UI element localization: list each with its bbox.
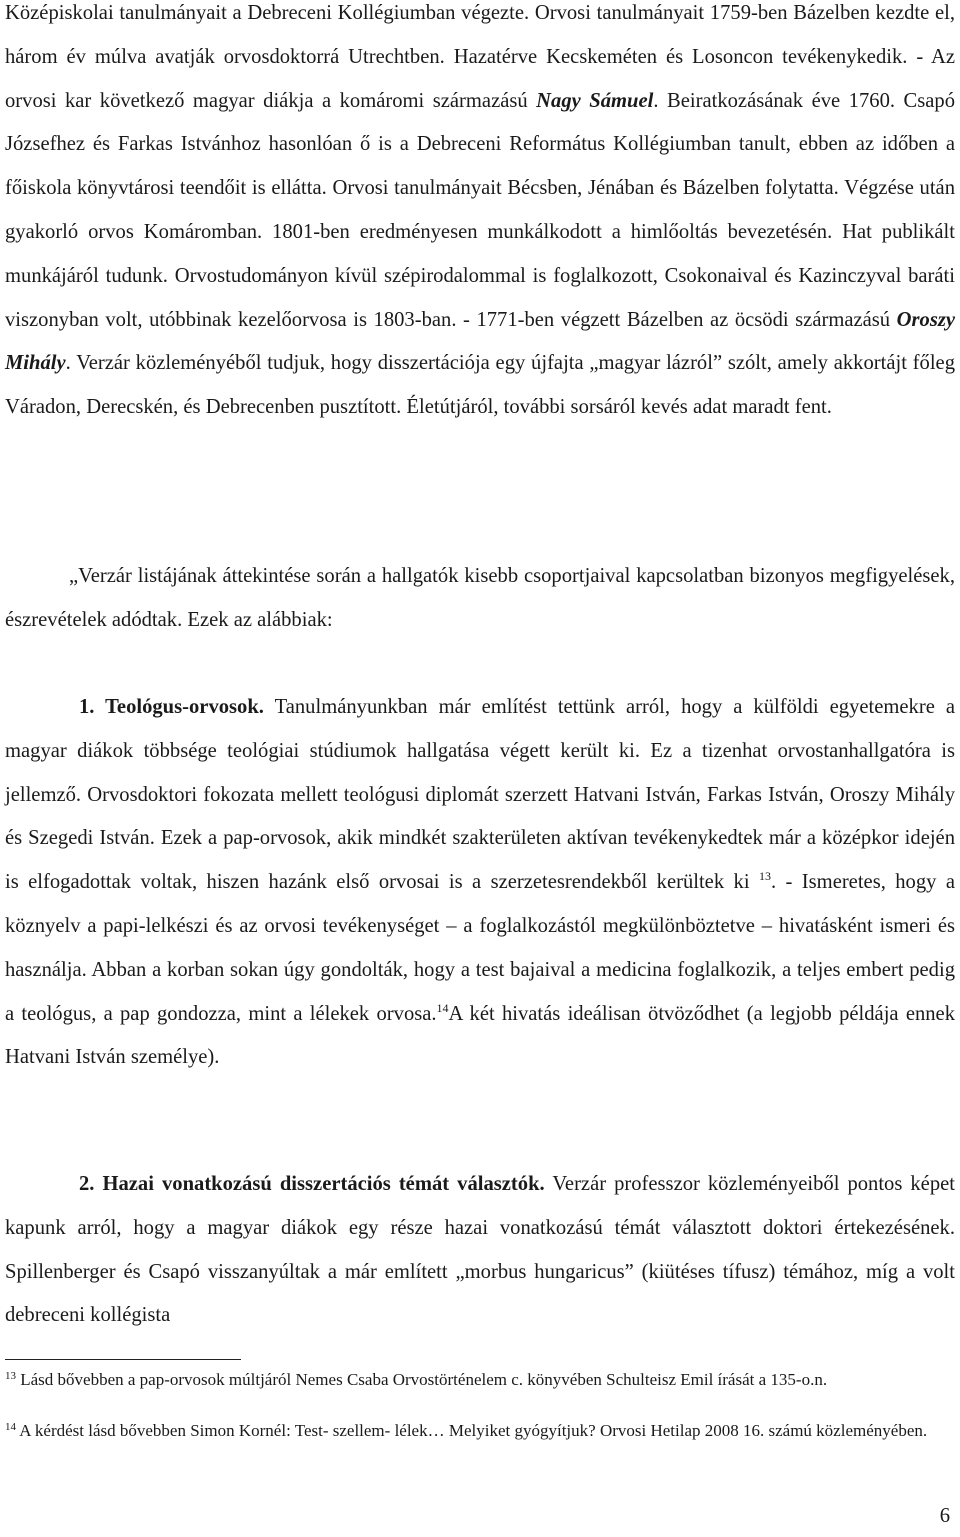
footnote-separator xyxy=(5,1359,241,1360)
footnote-number: 14 xyxy=(5,1421,16,1433)
footnote-14 xyxy=(5,1417,955,1444)
page-number: 6 xyxy=(939,1505,950,1527)
paragraph-domestic-dissertations xyxy=(5,1163,955,1338)
paragraph-text: A két hivatás ideálisan ötvöződhet (a legjobb példája ennek Hatvani István személye). xyxy=(5,1002,955,1069)
footnote-13 xyxy=(5,1366,955,1393)
paragraph-students-biographies xyxy=(5,0,955,430)
footnote-ref-13[interactable]: 13 xyxy=(758,869,771,884)
footnote-ref-14[interactable]: 14 xyxy=(436,1000,449,1015)
section-heading-1: 1. Teológus-orvosok. xyxy=(79,696,264,718)
paragraph-text: . - Ismeretes, hogy a köznyelv a papi-lelkészi és az orvosi tevékenységet – a foglalkozástól megkülönböztetve – hivatásként ismeri és használja. Abban a korban sokan úgy gondolták, hogy a test bajaival a medicina foglalkozik, a teljes embert pedig a teológus, a pap gondozza, mint a lélekek orvosa. xyxy=(5,871,956,1025)
footnote-text: Lásd bővebben a pap-orvosok múltjáról Nemes Csaba Orvostörténelem c. könyvében Schulteisz Emil írását a 135-o.n. xyxy=(16,1370,828,1389)
paragraph-text: Tanulmányunkban már említést tettünk arról, hogy a külföldi egyetemekre a magyar diákok többsége teológiai stúdiumok hallgatása végett került ki. Ez a tizenhat orvostanhallgatóra is jellemző. Orvosdoktori fokozata mellett teológusi diplomát szerzett Hatvani István, Farkas István, Oroszy Mihály és Szegedi István. Ezek a pap-orvosok, akik mindkét szakterületen aktívan tevékenykedtek már a középkor idején is elfogadottak voltak, hiszen hazánk első orvosai is a szerzetesrendekből kerültek ki xyxy=(5,696,955,894)
footnote-text: A kérdést lásd bővebben Simon Kornél: Test- szellem- lélek… Melyiket gyógyítjuk? Orvosi Hetilap 2008 16. számú közleményében. xyxy=(16,1421,928,1440)
paragraph-text: . Beiratkozásának éve 1760. Csapó Józsefhez és Farkas Istvánhoz hasonlóan ő is a Debreceni Református Kollégiumban tanult, ebben az időben a főiskola könyvtárosi teendőit is ellátta. Orvosi tanulmányait Bécsben, Jénában és Bázelben folytatta. Végzése után gyakorló orvos Komáromban. 1801-ben eredményesen munkálkodott a himlőoltás bevezetésén. Hat publikált munkájáról tudunk. Orvostudományon kívül szépirodalommal is foglalkozott, Csokonaival és Kazinczyval baráti viszonyban volt, utóbbinak kezelőorvosa is 1803-ban. - 1771-ben végzett Bázelben az öcsödi származású xyxy=(5,89,956,331)
paragraph-theologian-doctors xyxy=(5,686,955,1080)
section-heading-2: 2. Hazai vonatkozású disszertációs témát választók. xyxy=(79,1173,545,1195)
paragraph-text: Verzár professzor közleményeiből pontos képet kapunk arról, hogy a magyar diákok egy része hazai vonatkozású témát választott doktori értekezésének. Spillenberger és Csapó visszanyúltak a már említett „morbus hungaricus” (kiütéses tífusz) témához, míg a volt debreceni kollégista xyxy=(5,1173,955,1327)
paragraph-verzar-list-intro: „Verzár listájának áttekintése során a hallgatók kisebb csoportjaival kapcsolatban bizonyos megfigyelések, észrevételek adódtak. Ezek az alábbiak: xyxy=(5,565,955,631)
paragraph-text: Középiskolai tanulmányait a Debreceni Kollégiumban végezte. Orvosi tanulmányait 1759-ben Bázelben kezdte el, három év múlva avatják orvosdoktorrá Utrechtben. Hazatérve Kecskeméten és Losoncon tevékenykedik. - Az orvosi kar következő magyar diákja a komáromi származású xyxy=(5,2,955,112)
paragraph-text: . Verzár közleményéből tudjuk, hogy disszertációja egy újfajta „magyar lázról” szólt, amely akkortájt főleg Váradon, Derecskén, és Debrecenben pusztított. Életútjáról, további sorsáról kevés adat maradt fent. xyxy=(5,352,955,419)
person-name-oroszy-mihaly: Oroszy Mihály xyxy=(5,308,955,375)
person-name-nagy-samuel: Nagy Sámuel xyxy=(536,89,654,112)
footnote-number: 13 xyxy=(5,1370,16,1382)
